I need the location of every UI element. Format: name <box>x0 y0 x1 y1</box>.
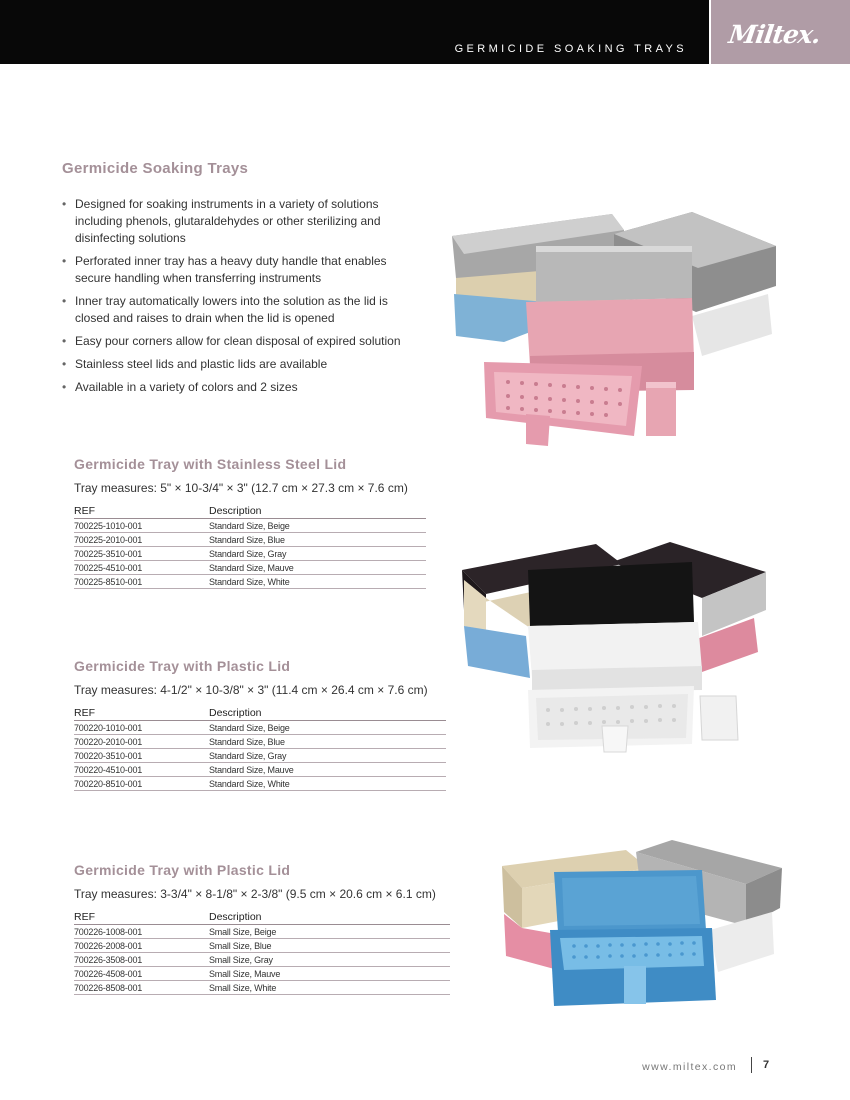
section-plastic-lid-small <box>74 862 450 995</box>
table-row <box>74 721 446 735</box>
brand-logo <box>711 0 850 64</box>
header-bar <box>0 0 709 64</box>
feature-item: • Available in a variety of colors and 2 sizes <box>62 379 402 396</box>
table-row <box>74 967 450 981</box>
table-row <box>74 777 446 791</box>
table-row <box>74 547 426 561</box>
feature-item: • Inner tray automatically lowers into the solution as the lid is closed and raises to drain when the lid is opened <box>62 293 402 327</box>
tray-measures: Tray measures: 4-1/2" × 10-3/8" × 3" (11.4 cm × 26.4 cm × 7.6 cm) <box>74 683 428 697</box>
section-title: Germicide Tray with Plastic Lid <box>74 658 291 674</box>
logo-text: Miltex. <box>726 20 822 49</box>
feature-item: • Perforated inner tray has a heavy duty handle that enables secure handling when transferring instruments <box>62 253 402 287</box>
table-row <box>74 575 426 589</box>
section-stainless-lid <box>74 456 426 589</box>
table-row <box>74 925 450 939</box>
description-cell: Standard Size, White <box>209 777 446 791</box>
ref-cell: 700226-3508-001 <box>74 953 209 967</box>
ref-cell: 700226-4508-001 <box>74 967 209 981</box>
description-cell: Standard Size, Gray <box>209 547 426 561</box>
description-cell: Small Size, Blue <box>209 939 450 953</box>
ref-cell: 700220-4510-001 <box>74 763 209 777</box>
description-cell: Standard Size, Blue <box>209 735 446 749</box>
tray-measures: Tray measures: 5" × 10-3/4" × 3" (12.7 cm × 27.3 cm × 7.6 cm) <box>74 481 408 495</box>
table-header-row <box>74 503 426 519</box>
description-column-header: Description <box>209 909 450 925</box>
description-cell: Small Size, Beige <box>209 925 450 939</box>
product-table <box>74 503 426 589</box>
description-column-header: Description <box>209 705 446 721</box>
feature-item: • Easy pour corners allow for clean disposal of expired solution <box>62 333 402 350</box>
table-row <box>74 533 426 547</box>
description-cell: Standard Size, White <box>209 575 426 589</box>
ref-cell: 700225-2010-001 <box>74 533 209 547</box>
ref-cell: 700220-3510-001 <box>74 749 209 763</box>
table-row <box>74 981 450 995</box>
ref-cell: 700220-1010-001 <box>74 721 209 735</box>
footer-divider <box>751 1057 752 1073</box>
ref-cell: 700225-3510-001 <box>74 547 209 561</box>
table-header-row <box>74 909 450 925</box>
feature-list <box>62 196 402 402</box>
plastic-lid-trays-photo <box>456 540 766 754</box>
ref-column-header: REF <box>74 503 209 519</box>
ref-column-header: REF <box>74 909 209 925</box>
ref-cell: 700226-8508-001 <box>74 981 209 995</box>
ref-cell: 700225-1010-001 <box>74 519 209 533</box>
small-plastic-lid-trays-photo <box>496 838 782 1010</box>
description-cell: Small Size, Mauve <box>209 967 450 981</box>
table-row <box>74 749 446 763</box>
table-row <box>74 953 450 967</box>
page-title: Germicide Soaking Trays <box>62 160 249 177</box>
table-row <box>74 519 426 533</box>
ref-cell: 700225-4510-001 <box>74 561 209 575</box>
product-table <box>74 909 450 995</box>
description-column-header: Description <box>209 503 426 519</box>
product-table <box>74 705 446 791</box>
description-cell: Standard Size, Blue <box>209 533 426 547</box>
section-title: Germicide Tray with Stainless Steel Lid <box>74 456 347 472</box>
table-row <box>74 939 450 953</box>
footer-url[interactable]: www.miltex.com <box>642 1061 737 1073</box>
tray-measures: Tray measures: 3-3/4" × 8-1/8" × 2-3/8" (9.5 cm × 20.6 cm × 6.1 cm) <box>74 887 436 901</box>
description-cell: Small Size, Gray <box>209 953 450 967</box>
description-cell: Standard Size, Mauve <box>209 763 446 777</box>
page-number: 7 <box>763 1059 770 1071</box>
header-title: GERMICIDE SOAKING TRAYS <box>454 43 687 55</box>
description-cell: Small Size, White <box>209 981 450 995</box>
description-cell: Standard Size, Beige <box>209 519 426 533</box>
feature-item: • Stainless steel lids and plastic lids are available <box>62 356 402 373</box>
ref-cell: 700226-2008-001 <box>74 939 209 953</box>
description-cell: Standard Size, Beige <box>209 721 446 735</box>
table-row <box>74 763 446 777</box>
section-title: Germicide Tray with Plastic Lid <box>74 862 291 878</box>
table-row <box>74 561 426 575</box>
ref-column-header: REF <box>74 705 209 721</box>
ref-cell: 700220-8510-001 <box>74 777 209 791</box>
section-plastic-lid-standard <box>74 658 446 791</box>
ref-cell: 700220-2010-001 <box>74 735 209 749</box>
table-header-row <box>74 705 446 721</box>
feature-item: • Designed for soaking instruments in a variety of solutions including phenols, glutaraldehydes or other sterilizing and disinfecting solutions <box>62 196 402 247</box>
description-cell: Standard Size, Mauve <box>209 561 426 575</box>
description-cell: Standard Size, Gray <box>209 749 446 763</box>
table-row <box>74 735 446 749</box>
stainless-lid-trays-photo <box>446 206 776 446</box>
ref-cell: 700225-8510-001 <box>74 575 209 589</box>
ref-cell: 700226-1008-001 <box>74 925 209 939</box>
